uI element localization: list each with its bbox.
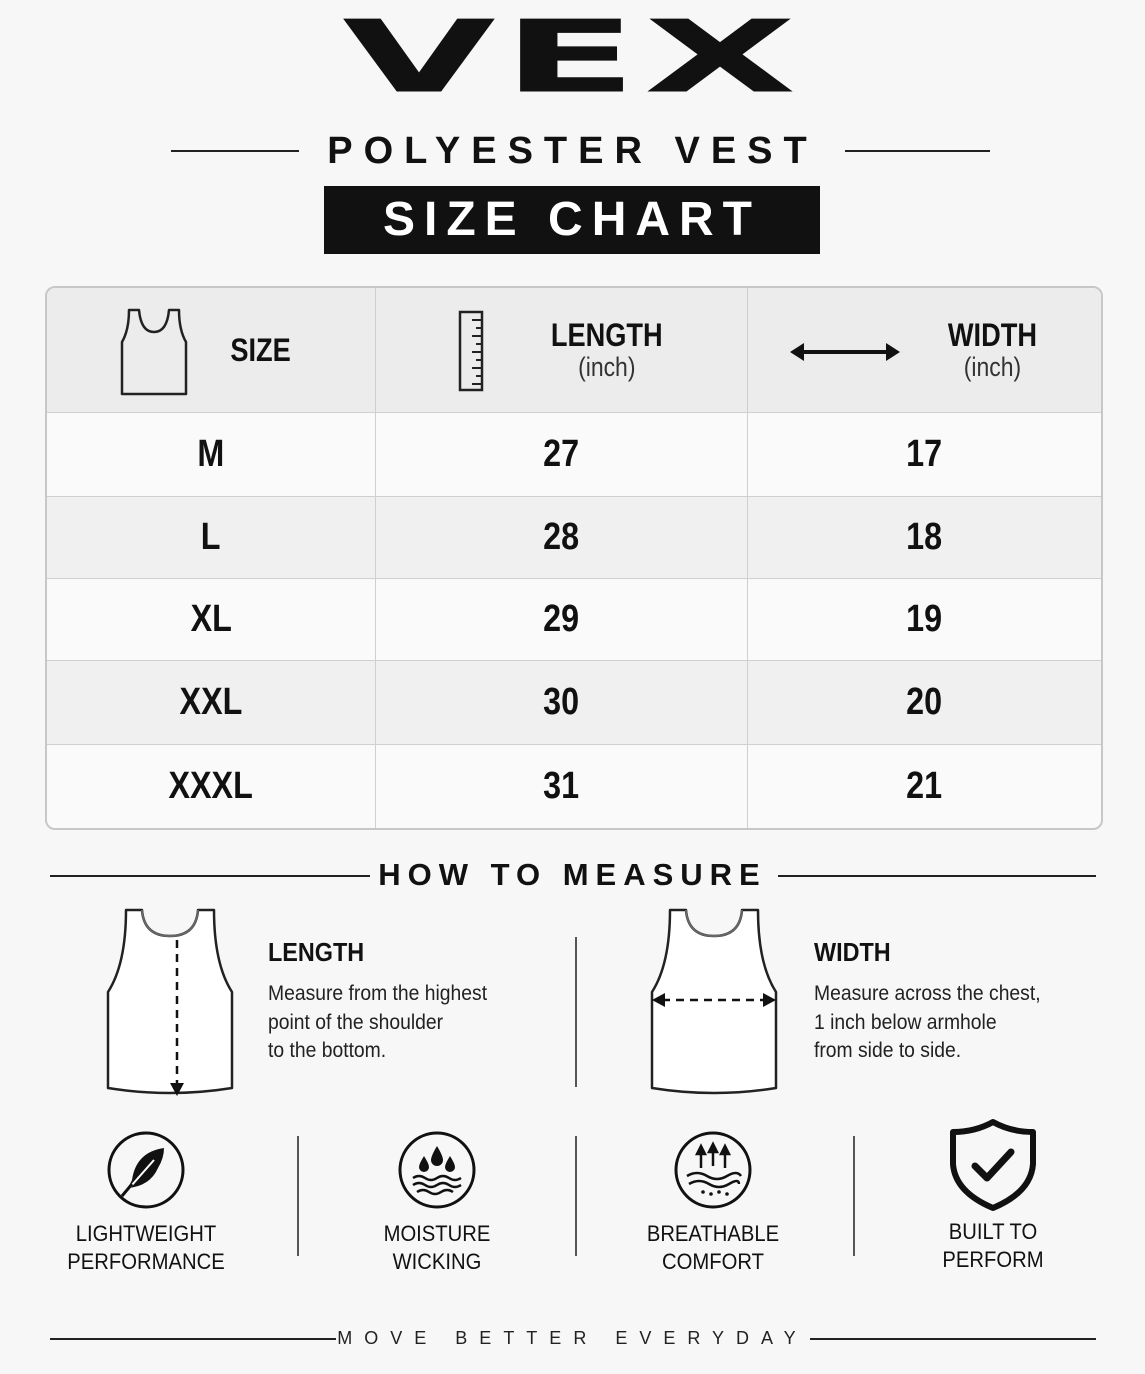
width-cell: [748, 745, 1101, 828]
size-cell: [47, 745, 376, 828]
length-cell: [376, 497, 748, 578]
table-header-row: [47, 288, 1101, 413]
footer-rule-right: [810, 1338, 1096, 1340]
width-value: 18: [906, 516, 943, 558]
feature-lightweight: [36, 1130, 256, 1276]
feature-moisture: [327, 1130, 547, 1276]
vest-length-diagram-icon: [104, 906, 236, 1098]
table-row: [47, 497, 1101, 579]
double-arrow-icon: [790, 340, 900, 364]
size-cell: [47, 497, 376, 578]
table-row: [47, 745, 1101, 828]
width-cell: [748, 661, 1101, 744]
width-cell: [748, 497, 1101, 578]
shield-check-icon: [947, 1118, 1039, 1212]
length-cell: [376, 745, 748, 828]
width-label-text: WIDTH: [947, 317, 1037, 353]
length-cell: [376, 661, 748, 744]
size-cell: [47, 661, 376, 744]
tank-top-icon: [119, 306, 189, 398]
feature-label: MOISTURE WICKING: [383, 1221, 491, 1274]
water-drops-icon: [397, 1130, 477, 1210]
length-cell: [376, 579, 748, 660]
feather-icon: [106, 1130, 186, 1210]
feature-divider: [853, 1136, 855, 1256]
size-value: M: [197, 433, 225, 475]
feature-label: BUILT TO PERFORM: [942, 1219, 1044, 1272]
header-width: [748, 288, 1101, 412]
length-unit: (inch): [577, 352, 636, 382]
width-cell: [748, 413, 1101, 496]
width-value: 20: [906, 681, 943, 723]
table-row: [47, 661, 1101, 745]
length-value: 29: [543, 598, 580, 640]
ruler-icon: [458, 310, 484, 392]
table-row: [47, 579, 1101, 661]
header-length-label: [551, 318, 663, 382]
width-unit: (inch): [963, 352, 1021, 382]
size-value: XL: [190, 598, 232, 640]
how-to-measure-title: HOW TO MEASURE: [378, 857, 767, 892]
width-cell: [748, 579, 1101, 660]
size-value: L: [201, 516, 221, 558]
size-cell: [47, 413, 376, 496]
feature-divider: [297, 1136, 299, 1256]
width-value: 17: [906, 433, 943, 475]
length-value: 27: [543, 433, 580, 475]
airflow-icon: [673, 1130, 753, 1210]
width-measure-title: WIDTH: [814, 937, 891, 967]
length-label-text: LENGTH: [550, 317, 663, 353]
measure-divider: [575, 937, 577, 1087]
header-length: [376, 288, 748, 412]
feature-built-to-perform: [883, 1118, 1103, 1274]
width-value: 21: [906, 765, 943, 807]
length-measure-title: LENGTH: [268, 937, 365, 967]
table-row: [47, 413, 1101, 497]
size-cell: [47, 579, 376, 660]
width-measure-text: Measure across the chest, 1 inch below armhole from side to side.: [814, 982, 1041, 1062]
size-value: XXL: [179, 681, 243, 723]
header-width-label: [947, 318, 1036, 382]
measure-rule-right: [778, 875, 1096, 877]
brand-logo: VEX: [342, 0, 803, 116]
feature-divider: [575, 1136, 577, 1256]
length-cell: [376, 413, 748, 496]
size-value: XXXL: [168, 765, 254, 807]
vest-width-diagram-icon: [648, 906, 780, 1098]
footer-tagline: MOVE BETTER EVERYDAY: [337, 1328, 808, 1348]
width-value: 19: [906, 598, 943, 640]
header-size-label: SIZE: [230, 332, 292, 368]
length-value: 28: [543, 516, 580, 558]
product-title: POLYESTER VEST: [327, 130, 818, 172]
length-value: 30: [543, 681, 580, 723]
feature-breathable: [603, 1130, 823, 1276]
feature-label: LIGHTWEIGHT PERFORMANCE: [67, 1221, 225, 1274]
length-value: 31: [543, 765, 580, 807]
subtitle-rule-right: [845, 150, 990, 152]
size-table: [45, 286, 1103, 830]
header-size: [47, 288, 376, 412]
size-chart-banner: SIZE CHART: [324, 186, 820, 254]
length-measure-text: Measure from the highest point of the shoulder to the bottom.: [268, 982, 488, 1062]
feature-label: BREATHABLE COMFORT: [646, 1221, 780, 1274]
